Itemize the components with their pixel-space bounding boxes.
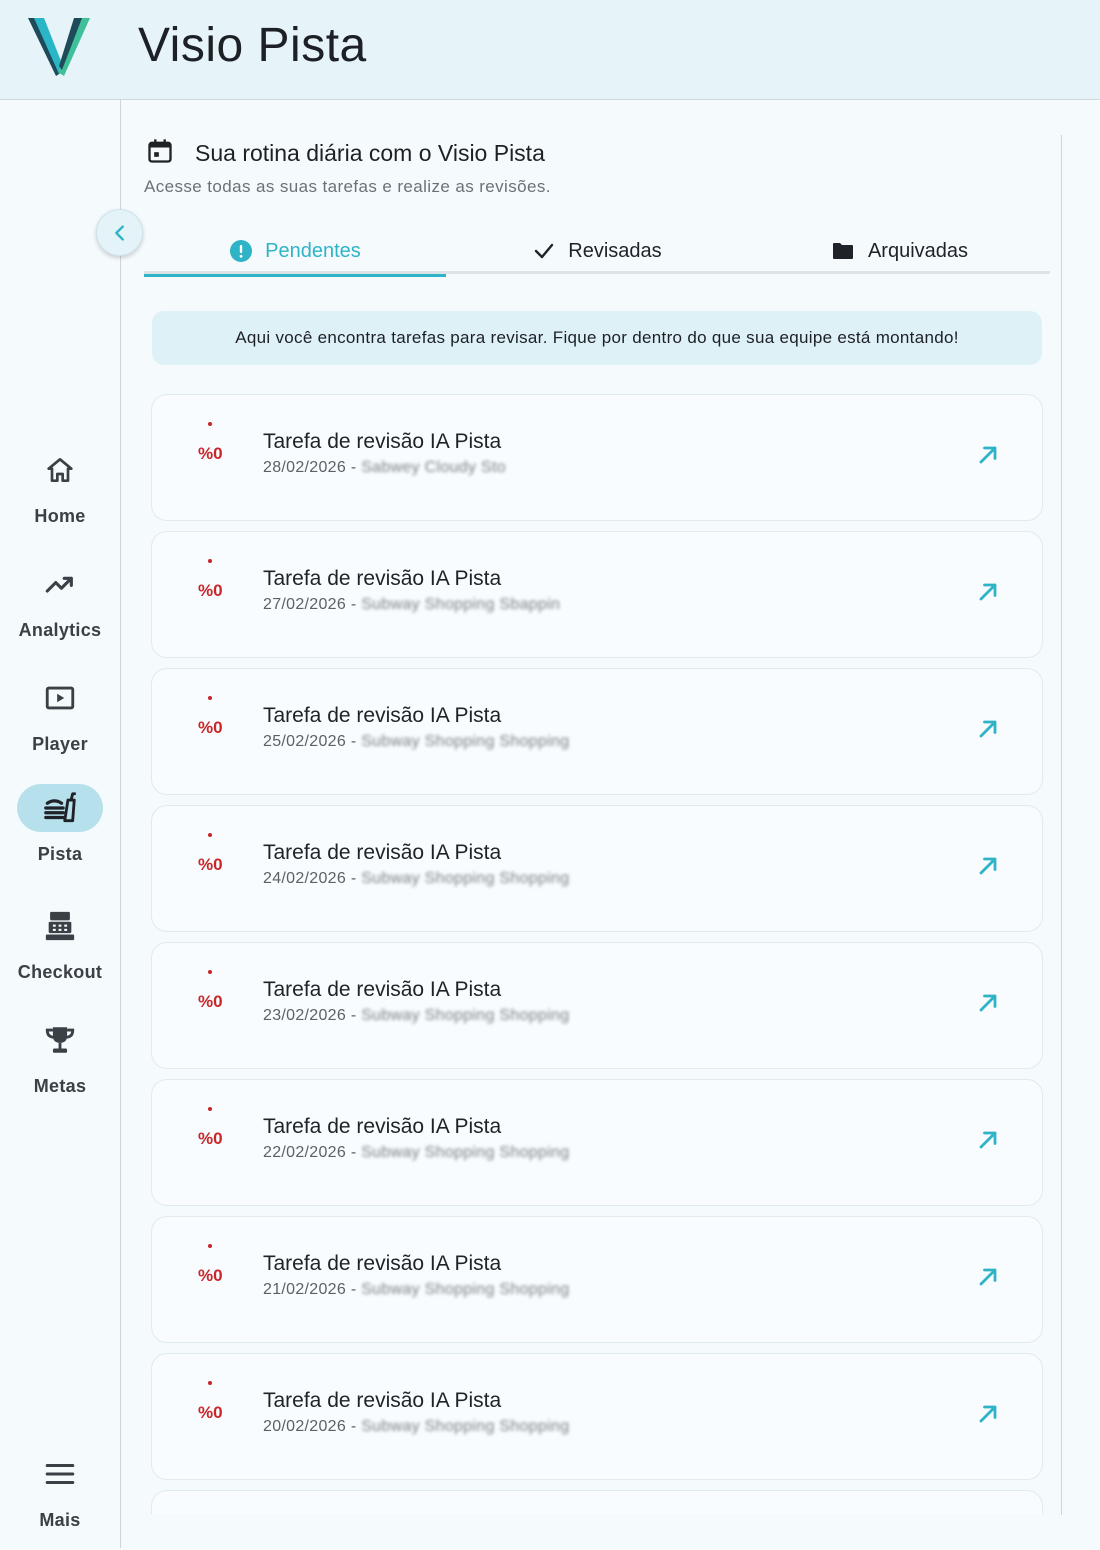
home-icon (44, 454, 76, 486)
open-task-icon[interactable] (974, 1400, 1002, 1428)
open-task-icon[interactable] (974, 852, 1002, 880)
sidebar (0, 100, 121, 1548)
sidebar-item-label: Metas (33, 1076, 87, 1096)
task-meta (263, 596, 560, 614)
task-separator: - (346, 1281, 362, 1298)
visio-logo[interactable] (26, 14, 92, 80)
redacted-store-name: Subway Shopping Shopping (361, 1144, 570, 1161)
progress-indicator (208, 833, 212, 837)
sidebar-item-label: Checkout (17, 962, 103, 982)
task-title: Tarefa de revisão IA Pista (263, 430, 502, 453)
chevron-left-icon (109, 222, 131, 244)
task-separator: - (346, 459, 362, 476)
app-title: Visio Pista (138, 19, 367, 72)
task-meta (263, 459, 506, 477)
trending-up-icon (43, 567, 77, 601)
open-task-icon[interactable] (974, 441, 1002, 469)
progress-value: %0 (198, 1129, 223, 1148)
tab-pendentes[interactable] (144, 228, 446, 274)
folder-icon (830, 239, 856, 263)
progress-value: %0 (198, 992, 223, 1011)
task-title: Tarefa de revisão IA Pista (263, 704, 502, 727)
task-list (151, 394, 1043, 1514)
sidebar-item-metas[interactable] (0, 1016, 120, 1116)
menu-icon (43, 1457, 77, 1491)
tab-revisadas[interactable] (446, 228, 748, 274)
tab-arquivadas[interactable] (748, 228, 1050, 274)
page-subtitle: Acesse todas as suas tarefas e realize as revisões. (144, 177, 551, 196)
task-card[interactable] (151, 668, 1043, 795)
progress-indicator (208, 559, 212, 563)
open-task-icon[interactable] (974, 1126, 1002, 1154)
task-date: 25/02/2026 (263, 733, 347, 750)
sidebar-item-player[interactable] (0, 674, 120, 774)
progress-indicator (208, 696, 212, 700)
progress-value: %0 (198, 855, 223, 874)
redacted-store-name: Subway Shopping Shopping (361, 1281, 570, 1298)
tab-label: Revisadas (568, 239, 662, 262)
sidebar-item-label: Home (34, 506, 86, 526)
task-date: 28/02/2026 (263, 459, 347, 476)
main-content (121, 100, 1100, 1548)
progress-value: %0 (198, 1403, 223, 1422)
sidebar-item-label: Pista (37, 844, 83, 864)
task-date: 20/02/2026 (263, 1418, 347, 1435)
tab-label: Pendentes (265, 239, 361, 262)
progress-value: %0 (198, 1266, 223, 1285)
task-card[interactable] (151, 1079, 1043, 1206)
tab-bar (144, 228, 1050, 274)
task-card-partial[interactable] (151, 1490, 1043, 1514)
sidebar-item-home[interactable] (0, 446, 120, 546)
task-title: Tarefa de revisão IA Pista (263, 841, 502, 864)
sidebar-item-mais[interactable] (0, 1450, 120, 1550)
task-date: 22/02/2026 (263, 1144, 347, 1161)
progress-indicator (208, 1381, 212, 1385)
task-card[interactable] (151, 394, 1043, 521)
task-meta (263, 1418, 569, 1436)
task-card[interactable] (151, 1353, 1043, 1480)
progress-indicator (208, 1244, 212, 1248)
redacted-store-name: Subway Shopping Sbappin (361, 596, 561, 613)
progress-indicator (208, 1107, 212, 1111)
sidebar-item-label: Mais (39, 1510, 81, 1530)
sidebar-item-label: Analytics (18, 620, 102, 640)
cash-register-icon (43, 909, 77, 943)
task-title: Tarefa de revisão IA Pista (263, 978, 502, 1001)
redacted-store-name: Subway Shopping Shopping (361, 733, 570, 750)
task-card[interactable] (151, 942, 1043, 1069)
calendar-icon (146, 136, 174, 166)
sidebar-item-checkout[interactable] (0, 902, 120, 1002)
open-task-icon[interactable] (974, 578, 1002, 606)
task-card[interactable] (151, 531, 1043, 658)
sidebar-item-pista[interactable] (0, 784, 120, 884)
check-icon (532, 239, 556, 263)
task-card[interactable] (151, 805, 1043, 932)
trophy-icon (43, 1023, 77, 1057)
progress-value: %0 (198, 718, 223, 737)
progress-indicator (208, 970, 212, 974)
fastfood-icon (41, 789, 79, 827)
task-meta (263, 733, 569, 751)
task-separator: - (346, 870, 362, 887)
info-banner: Aqui você encontra tarefas para revisar. Fique por dentro do que sua equipe está montando! (152, 311, 1042, 365)
open-task-icon[interactable] (974, 989, 1002, 1017)
app-header (0, 0, 1100, 100)
sidebar-item-analytics[interactable] (0, 560, 120, 660)
task-meta (263, 1144, 569, 1162)
task-date: 23/02/2026 (263, 1007, 347, 1024)
open-task-icon[interactable] (974, 1263, 1002, 1291)
redacted-store-name: Subway Shopping Shopping (361, 1007, 570, 1024)
task-title: Tarefa de revisão IA Pista (263, 1115, 502, 1138)
task-title: Tarefa de revisão IA Pista (263, 567, 502, 590)
page-title: Sua rotina diária com o Visio Pista (195, 140, 545, 166)
content-divider (1061, 135, 1062, 1515)
task-date: 27/02/2026 (263, 596, 347, 613)
redacted-store-name: Subway Shopping Shopping (361, 1418, 570, 1435)
task-separator: - (346, 1144, 362, 1161)
task-separator: - (346, 596, 362, 613)
tab-label: Arquivadas (867, 239, 969, 262)
sidebar-item-label: Player (32, 734, 88, 754)
open-task-icon[interactable] (974, 715, 1002, 743)
task-date: 21/02/2026 (263, 1281, 347, 1298)
task-date: 24/02/2026 (263, 870, 347, 887)
task-meta (263, 1281, 569, 1299)
task-separator: - (346, 1007, 362, 1024)
alert-circle-icon (229, 239, 253, 263)
progress-indicator (208, 422, 212, 426)
progress-value: %0 (198, 444, 223, 463)
task-meta (263, 870, 569, 888)
task-separator: - (346, 733, 362, 750)
task-title: Tarefa de revisão IA Pista (263, 1389, 502, 1412)
progress-value: %0 (198, 581, 223, 600)
task-separator: - (346, 1418, 362, 1435)
play-icon (43, 681, 77, 715)
collapse-sidebar-button[interactable] (96, 209, 143, 256)
task-card[interactable] (151, 1216, 1043, 1343)
task-title: Tarefa de revisão IA Pista (263, 1252, 502, 1275)
task-meta (263, 1007, 569, 1025)
redacted-store-name: Sabwey Cloudy Sto (361, 459, 506, 476)
redacted-store-name: Subway Shopping Shopping (361, 870, 570, 887)
